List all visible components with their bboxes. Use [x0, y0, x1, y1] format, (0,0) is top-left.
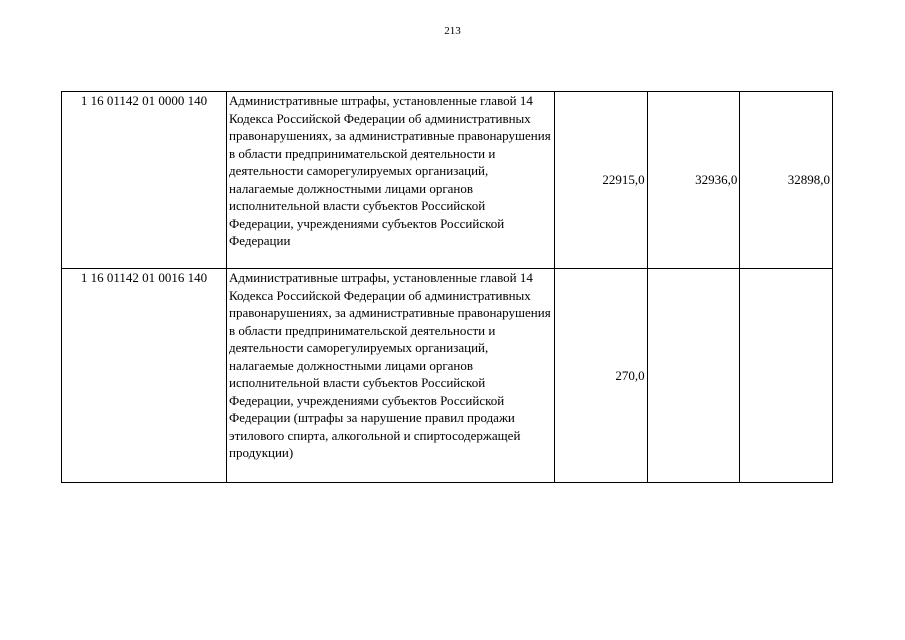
value-cell-2: [647, 269, 740, 483]
page-number: 213: [444, 25, 461, 37]
value-cell-3: 32898,0: [740, 92, 833, 269]
value-cell-3: [740, 269, 833, 483]
table-row: [62, 92, 833, 269]
value-cell-2: 32936,0: [647, 92, 740, 269]
kbk-code-cell: 1 16 01142 01 0000 140: [62, 92, 227, 269]
value-cell-1: 270,0: [555, 269, 648, 483]
description-cell: Административные штрафы, установленные главой 14 Кодекса Российской Федерации об административных правонарушениях, за административные правонарушения в области предпринимательской деятельности и деятельности саморегулируемых организаций, налагаемые должностными лицами органов исполнительной власти субъектов Российской Федерации, учреждениями субъектов Российской Федерации: [227, 92, 555, 269]
value-cell-1: 22915,0: [555, 92, 648, 269]
description-cell: Административные штрафы, установленные главой 14 Кодекса Российской Федерации об административных правонарушениях, за административные правонарушения в области предпринимательской деятельности и деятельности саморегулируемых организаций, налагаемые должностными лицами органов исполнительной власти субъектов Российской Федерации, учреждениями субъектов Российской Федерации (штрафы за нарушение правил продажи этилового спирта, алкогольной и спиртосодержащей продукции): [227, 269, 555, 483]
budget-table: [61, 91, 833, 483]
table-row: [62, 269, 833, 483]
kbk-code-cell: 1 16 01142 01 0016 140: [62, 269, 227, 483]
